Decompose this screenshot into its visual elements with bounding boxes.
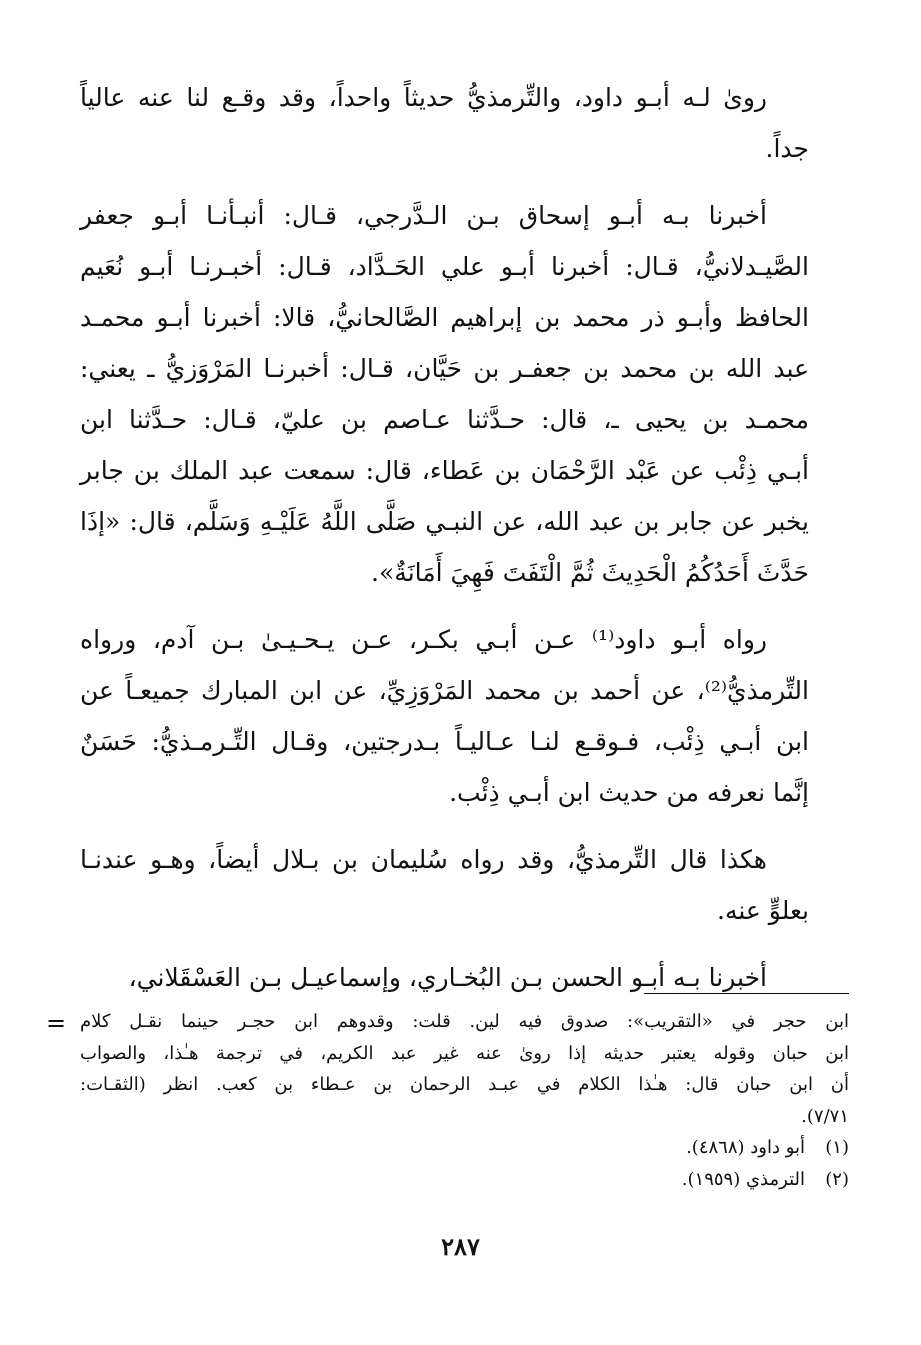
footnote-continuation-line: ٧/٧١). <box>801 1105 849 1127</box>
text-line: ابن أبـي ذِئْب، فـوقـع لنـا عـاليـاً بـدرجتين، وقـال التِّـرمـذيُّ: حَسَنٌ <box>80 727 809 756</box>
text-line: أخبرنا بـه أبـو الحسن بـن البُخـاري، وإسماعيـل بـن العَسْقَلاني، <box>128 963 767 992</box>
text-line: رواه أبـو داود⁽¹⁾ عـن أبـي بكـر، عـن يـحـيـىٰ بـن آدم، ورواه <box>80 625 767 654</box>
text-line: الصَّيـدلانيُّ، قـال: أخبرنا أبـو علي الحَـدَّاد، قـال: أخبـرنـا أبـو نُعَيم <box>80 252 809 281</box>
paragraph-2 <box>80 190 849 598</box>
main-text <box>80 72 849 1003</box>
footnote-item <box>80 1132 849 1164</box>
footnote-continuation-mark: = <box>46 1009 67 1037</box>
paragraph-3 <box>80 614 849 818</box>
footnote-continuation-line: ابن حجر في «التقريب»: صدوق فيه لين. قلت: وقدوهم ابن حجـر حينما نقـل كلام <box>80 1011 849 1032</box>
page-number: ٢٨٧ <box>441 1232 480 1261</box>
text-line: بعلوٍّ عنه. <box>717 896 809 925</box>
footnotes <box>80 1006 849 1195</box>
paragraph-4 <box>80 834 849 936</box>
text-line: الحافظ وأبـو ذر محمد بن إبراهيم الصَّالحانيُّ، قالا: أخبرنا أبـو محمـد <box>80 303 809 332</box>
text-line: روىٰ لـه أبـو داود، والتِّرمذيُّ حديثاً واحداً، وقد وقـع لنا عنه عالياً <box>80 83 767 112</box>
paragraph-1 <box>80 72 849 174</box>
footnote-continuation-line: أن ابن حبان قال: هـٰذا الكلام في عبـد الرحمان بن عـطاء بن كعب. انظر (الثقـات: <box>80 1074 849 1095</box>
footnote-continuation-line: ابن حبان وقوله يعتبر حديثه إذا روىٰ عنه غير عبد الكريم، في ترجمة هـٰذا، والصواب <box>80 1042 849 1064</box>
text-line: التِّرمذيُّ⁽²⁾، عن أحمد بن محمد المَرْوَزِيِّ، عن ابن المبارك جميعـاً عن <box>80 676 809 705</box>
text-line: حَدَّثَ أَحَدُكُمُ الْحَدِيثَ ثُمَّ الْتَفَتَ فَهِيَ أَمَانَةٌ». <box>371 558 809 587</box>
footnote-text: أبو داود (٤٨٦٨). <box>686 1137 805 1158</box>
text-line: يخبر عن جابر بن عبد الله، عن النبـي صَلَّى اللَّهُ عَلَيْـهِ وَسَلَّم، قال: «إذَا <box>80 507 809 536</box>
footnote-item <box>80 1164 849 1196</box>
footnote-number: (٢) <box>825 1168 849 1190</box>
paragraph-5 <box>80 952 849 1003</box>
text-line: هكذا قال التِّرمذيُّ، وقد رواه سُليمان بن بـلال أيضاً، وهـو عندنـا <box>80 845 767 874</box>
footnote-text: الترمذي (١٩٥٩). <box>681 1168 805 1190</box>
text-line: محمـد بن يحيى ـ، قال: حـدَّثنا عـاصم بن عليّ، قـال: حـدَّثنا ابن <box>80 405 809 434</box>
text-line: جداً. <box>765 134 809 163</box>
footnote-number: (١) <box>825 1137 849 1158</box>
text-line: أبـي ذِئْب عن عَبْد الرَّحْمَان بن عَطاء، قال: سمعت عبد الملك بن جابر <box>80 456 809 485</box>
text-line: أخبرنا بـه أبـو إسحاق بـن الـدَّرجي، قـال: أنبـأنـا أبـو جعفر <box>80 201 767 230</box>
text-line: عبد الله بن محمد بن جعفـر بن حَيَّان، قـال: أخبرنـا المَرْوَزيُّ ـ يعني: <box>80 354 809 383</box>
text-line: إنَّما نعرفه من حديث ابن أبـي ذِئْب. <box>449 778 809 807</box>
footnote-divider <box>644 993 849 994</box>
